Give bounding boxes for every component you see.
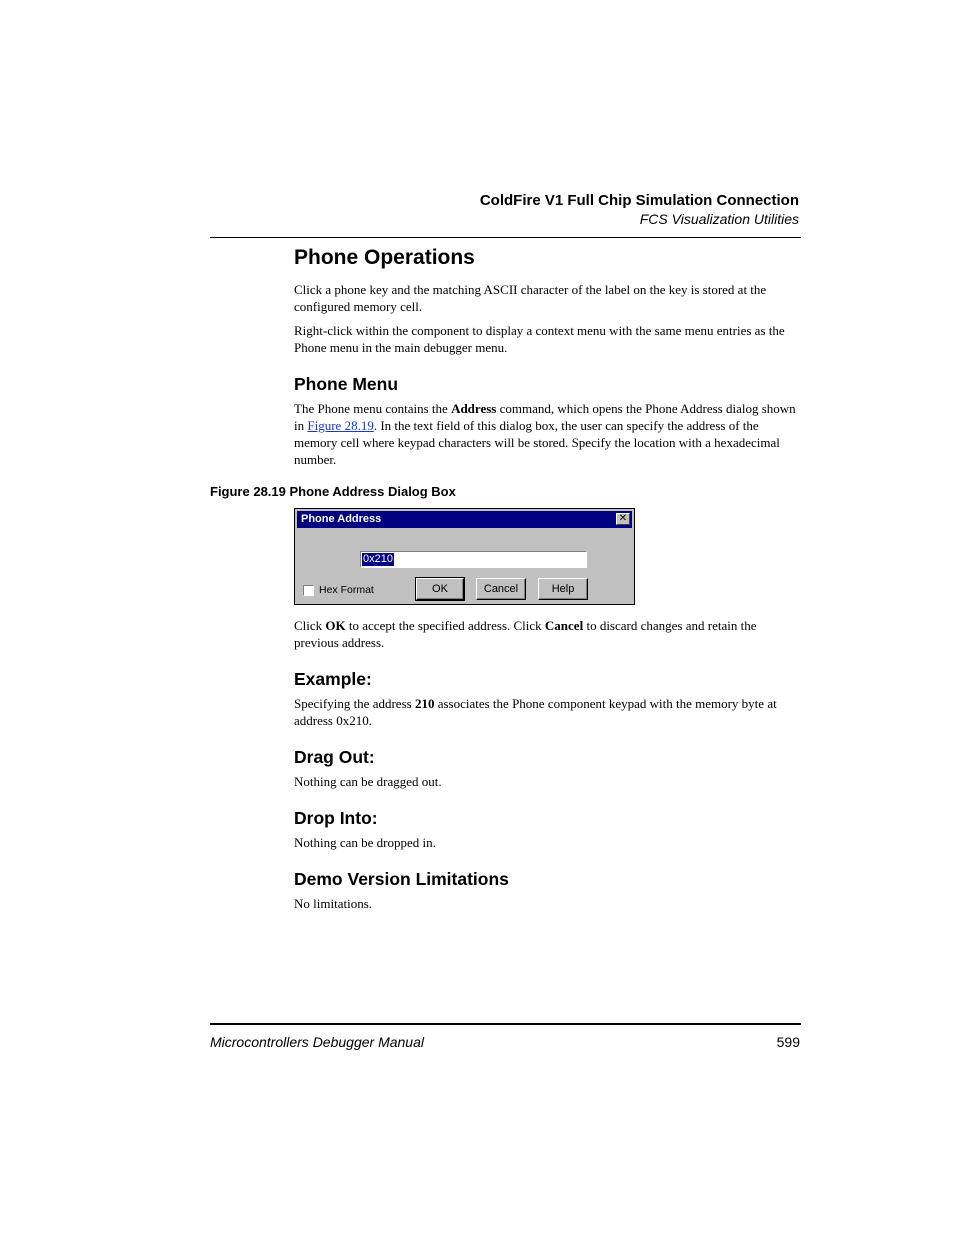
running-header-title: ColdFire V1 Full Chip Simulation Connection (479, 192, 799, 209)
paragraph-example: Specifying the address 210 associates the Phone component keypad with the memory byte at address 0x210. (294, 696, 777, 728)
close-icon[interactable]: ✕ (616, 513, 630, 525)
demo-limitations-heading: Demo Version Limitations (294, 869, 509, 889)
section-title: Phone Operations (294, 246, 475, 269)
running-header-subtitle: FCS Visualization Utilities (639, 211, 799, 227)
ok-button[interactable]: OK (416, 578, 464, 600)
phone-address-dialog (294, 508, 635, 605)
header-rule (210, 237, 801, 238)
cancel-button[interactable]: Cancel (476, 578, 526, 600)
figure-caption: Figure 28.19 Phone Address Dialog Box (210, 484, 456, 499)
paragraph-click-key: Click a phone key and the matching ASCII character of the label on the key is stored at the configured memory cell. (294, 282, 767, 314)
phone-menu-heading: Phone Menu (294, 374, 399, 394)
paragraph-demo-limitations: No limitations. (294, 896, 372, 911)
dialog-title: Phone Address (301, 513, 382, 525)
paragraph-right-click: Right-click within the component to display a context menu with the same menu entries as the Phone menu in the main debugger menu. (294, 323, 785, 355)
hex-format-label: Hex Format (319, 584, 374, 596)
paragraph-drop-into: Nothing can be dropped in. (294, 835, 436, 850)
paragraph-ok-cancel: Click OK to accept the specified address. Click Cancel to discard changes and retain the previous address. (294, 618, 757, 650)
example-heading: Example: (294, 669, 372, 689)
address-input[interactable] (360, 551, 587, 568)
page-number: 599 (776, 1034, 800, 1050)
dialog-titlebar[interactable] (297, 511, 632, 528)
paragraph-phone-menu: The Phone menu contains the Address command, which opens the Phone Address dialog shown in Figure 28.19. In the text field of this dialog box, the user can specify the address of the memory cell where keypad characters will be stored. Specify the location with a hexadecimal number. (294, 401, 796, 467)
address-value: 0x210 (363, 553, 393, 565)
footer-manual-title: Microcontrollers Debugger Manual (210, 1034, 424, 1050)
figure-link[interactable]: Figure 28.19 (307, 418, 374, 433)
footer-rule (210, 1023, 801, 1025)
help-button[interactable]: Help (538, 578, 588, 600)
drop-into-heading: Drop Into: (294, 808, 378, 828)
hex-format-checkbox[interactable] (303, 585, 314, 596)
paragraph-drag-out: Nothing can be dragged out. (294, 774, 442, 789)
drag-out-heading: Drag Out: (294, 747, 375, 767)
